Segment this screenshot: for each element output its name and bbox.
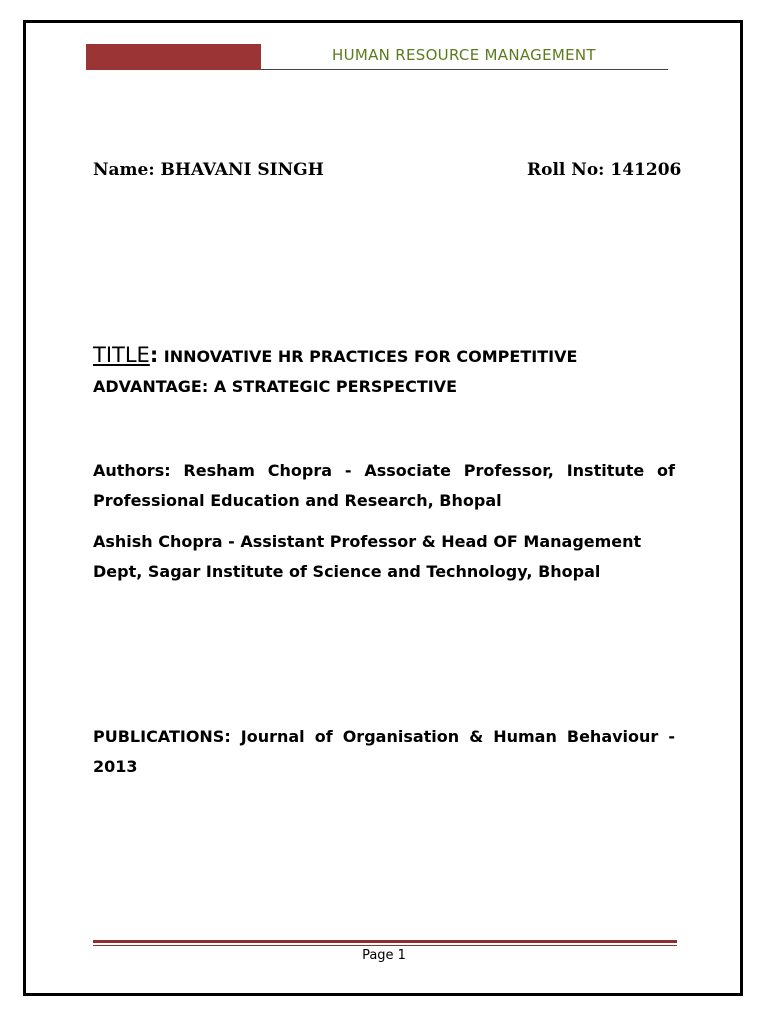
student-name: Name: BHAVANI SINGH <box>93 160 324 180</box>
publications-paragraph: PUBLICATIONS: Journal of Organisation & Human Behaviour - 2013 <box>93 727 675 776</box>
footer-rule-thick <box>93 940 677 943</box>
student-roll-number: Roll No: 141206 <box>527 160 682 180</box>
paper-title <box>93 340 683 402</box>
page-number: Page 1 <box>362 948 406 963</box>
authors-paragraph-2: Ashish Chopra - Assistant Professor & Head OF Management Dept, Sagar Institute of Science and Technology, Bhopal <box>93 532 642 581</box>
header-rule <box>261 69 668 70</box>
title-colon: : <box>149 343 159 367</box>
header-title: HUMAN RESOURCE MANAGEMENT <box>332 46 596 64</box>
authors-paragraph-1: Authors: Resham Chopra - Associate Professor, Institute of Professional Education and Research, Bhopal <box>93 461 675 510</box>
title-text: INNOVATIVE HR PRACTICES FOR COMPETITIVE ADVANTAGE: A STRATEGIC PERSPECTIVE <box>93 347 578 396</box>
header-accent-bar <box>86 44 261 70</box>
footer-rule-thin <box>93 945 677 946</box>
title-label: TITLE <box>93 343 150 367</box>
